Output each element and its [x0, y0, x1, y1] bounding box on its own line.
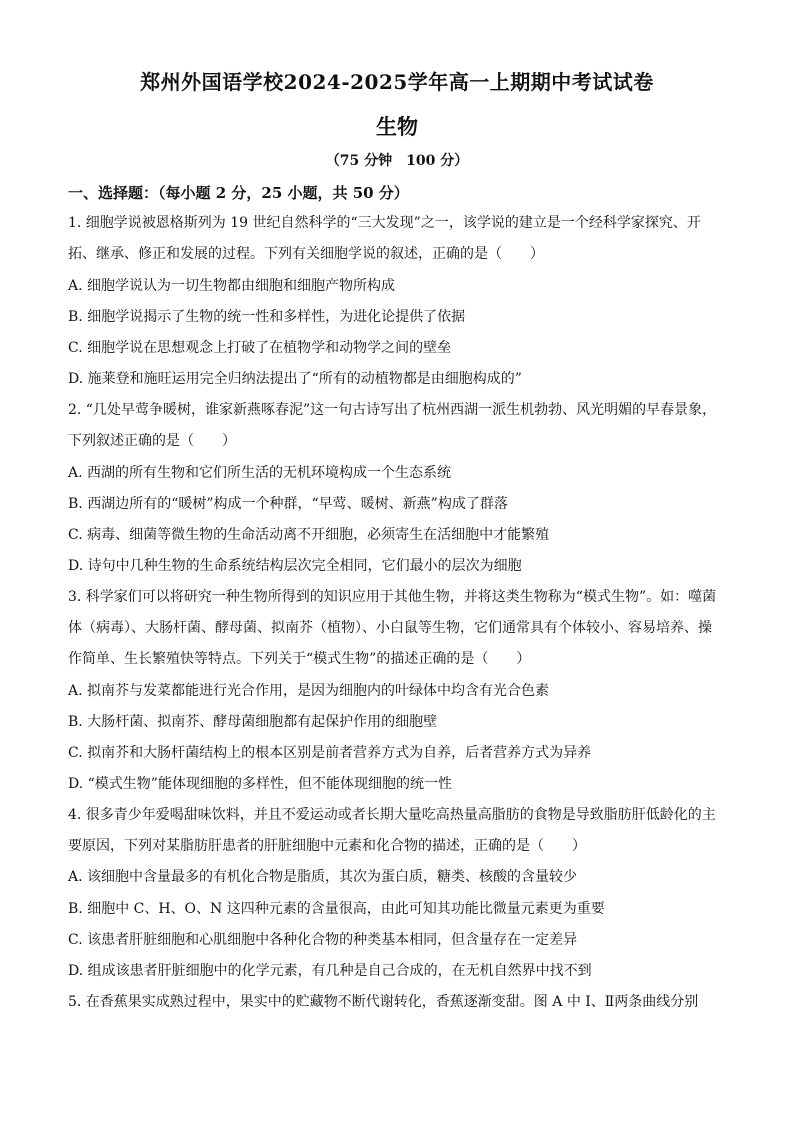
question-1-option-d: D. 施莱登和施旺运用完全归纳法提出了“所有的动植物都是由细胞构成的”: [68, 371, 522, 387]
question-2-option-a: A. 西湖的所有生物和它们所生活的无机环境构成一个生态系统: [68, 465, 452, 481]
question-4-stem-line-2: 要原因，下列对某脂肪肝患者的肝脏细胞中元素和化合物的描述，正确的是（ ）: [68, 838, 586, 854]
question-3-option-d: D. “模式生物”能体现细胞的多样性，但不能体现细胞的统一性: [68, 776, 452, 792]
question-4-option-b: B. 细胞中 C、H、O、N 这四种元素的含量很高，由此可知其功能比微量元素更为重要: [68, 901, 605, 917]
section-heading: 一、选择题：（每小题 2 分，25 小题，共 50 分）: [68, 184, 409, 202]
exam-subject: 生物: [376, 114, 418, 139]
question-3-option-a: A. 拟南芥与发菜都能进行光合作用，是因为细胞内的叶绿体中均含有光合色素: [68, 683, 550, 699]
question-4-stem-line-1: 4. 很多青少年爱喝甜味饮料，并且不爱运动或者长期大量吃高热量高脂肪的食物是导致脂肪肝低龄化的主: [68, 807, 716, 823]
question-3-stem-line-1: 3. 科学家们可以将研究一种生物所得到的知识应用于其他生物，并将这类生物称为“模式生物”。如：噬菌: [68, 589, 717, 605]
exam-meta: （75 分钟 100 分）: [325, 153, 469, 169]
question-3-stem-line-2: 体（病毒）、大肠杆菌、酵母菌、拟南芥（植物）、小白鼠等生物，它们通常具有个体较小、容易培养、操: [68, 620, 712, 636]
exam-title: 郑州外国语学校2024-2025学年高一上期期中考试试卷: [140, 70, 654, 94]
question-4-option-c: C. 该患者肝脏细胞和心肌细胞中各种化合物的种类基本相同，但含量存在一定差异: [68, 932, 578, 948]
question-2-option-c: C. 病毒、细菌等微生物的生命活动离不开细胞，必须寄生在活细胞中才能繁殖: [68, 527, 550, 543]
question-3-stem-line-3: 作简单、生长繁殖快等特点。下列关于“模式生物”的描述正确的是（ ）: [68, 651, 531, 667]
question-1-option-c: C. 细胞学说在思想观念上打破了在植物学和动物学之间的壁垒: [68, 340, 452, 356]
question-1-stem-line-1: 1. 细胞学说被恩格斯列为 19 世纪自然科学的“三大发现”之一，该学说的建立是一个经科学家探究、开: [68, 215, 701, 231]
question-2-stem-line-2: 下列叙述正确的是（ ）: [68, 433, 236, 449]
question-4-option-a: A. 该细胞中含量最多的有机化合物是脂质，其次为蛋白质，糖类、核酸的含量较少: [68, 869, 578, 885]
question-3-option-c: C. 拟南芥和大肠杆菌结构上的根本区别是前者营养方式为自养，后者营养方式为异养: [68, 745, 592, 761]
question-2-option-d: D. 诗句中几种生物的生命系统结构层次完全相同，它们最小的层次为细胞: [68, 558, 522, 574]
question-4-option-d: D. 组成该患者肝脏细胞中的化学元素，有几种是自己合成的，在无机自然界中找不到: [68, 963, 592, 979]
question-3-option-b: B. 大肠杆菌、拟南芥、酵母菌细胞都有起保护作用的细胞壁: [68, 714, 438, 730]
question-1-option-a: A. 细胞学说认为一切生物都由细胞和细胞产物所构成: [68, 278, 396, 294]
question-1-stem-line-2: 拓、继承、修正和发展的过程。下列有关细胞学说的叙述，正确的是（ ）: [68, 246, 544, 262]
question-2-option-b: B. 西湖边所有的“暖树”构成一个种群，“早莺、暖树、新燕”构成了群落: [68, 496, 508, 512]
question-1-option-b: B. 细胞学说揭示了生物的统一性和多样性，为进化论提供了依据: [68, 309, 466, 325]
question-5-stem-line-1: 5. 在香蕉果实成熟过程中，果实中的贮藏物不断代谢转化，香蕉逐渐变甜。图 A 中 Ⅰ、Ⅱ两条曲线分别: [68, 994, 699, 1010]
question-2-stem-line-1: 2. “几处早莺争暖树，谁家新燕啄春泥”这一句古诗写出了杭州西湖一派生机勃勃、风光明媚的早春景象，: [68, 402, 717, 418]
